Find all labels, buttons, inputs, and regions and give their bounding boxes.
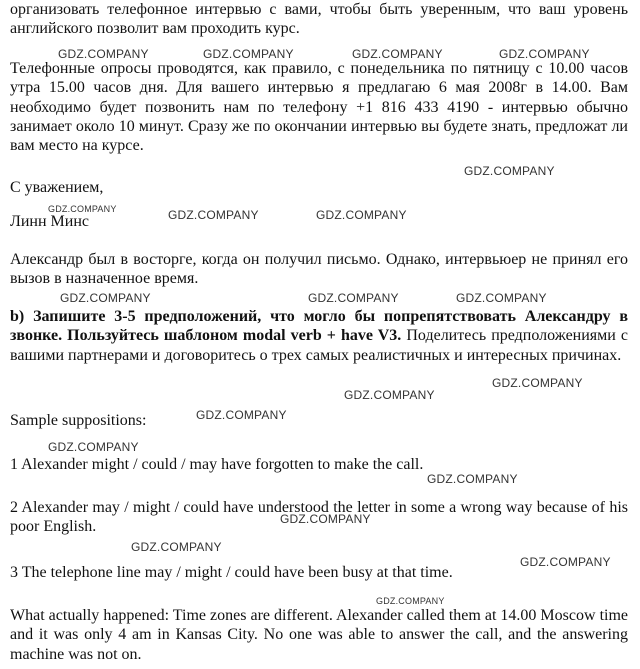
- supposition-item-3: 3 The telephone line may / might / could have been busy at that time.: [10, 564, 453, 581]
- watermark: GDZ.COMPANY: [376, 596, 445, 606]
- task-paragraph: [10, 307, 628, 365]
- task-instruction-bold: b) Запишите 3-5 предположений, что могло бы попрепятствовать Александру в звонке. Пользуйтесь шаблоном modal verb + have V3.: [10, 308, 628, 345]
- task-instruction-normal: Поделитесь предположениями с вашими партнерами и договоритесь о трех самых реалистичных и интересных причинах.: [10, 327, 629, 364]
- watermark: GDZ.COMPANY: [131, 540, 222, 554]
- supposition-item-1: 1 Alexander might / could / may have forgotten to make the call.: [10, 456, 424, 473]
- watermark: GDZ.COMPANY: [456, 291, 547, 305]
- watermark: GDZ.COMPANY: [492, 376, 583, 390]
- watermark: GDZ.COMPANY: [499, 47, 590, 61]
- story-paragraph: Александр был в восторге, когда он получил письмо. Однако, интервьюер не принял его вызов в назначенное время.: [10, 251, 628, 288]
- watermark: GDZ.COMPANY: [48, 204, 117, 214]
- letter-signature: Линн Минс: [10, 213, 89, 230]
- watermark: GDZ.COMPANY: [48, 440, 139, 454]
- watermark: GDZ.COMPANY: [352, 47, 443, 61]
- supposition-item-2: 2 Alexander may / might / could have understood the letter in some a wrong way because of his poor English.: [10, 499, 628, 536]
- letter-body-paragraph: Телефонные опросы проводятся, как правило, с понедельника по пятницу с 10.00 часов утра 15.00 часов дня. Для вашего интервью я предлагаю 6 мая 2008г в 14.00. Вам необходимо будет позвонить нам по телефону +1 816 433 4190 - интервью обычно занимает около 10 минут. Сразу же по окончании интервью вы будете знать, предложат ли вам место на курсе.: [10, 60, 628, 155]
- watermark: GDZ.COMPANY: [196, 408, 287, 422]
- watermark: GDZ.COMPANY: [203, 47, 294, 61]
- watermark: GDZ.COMPANY: [427, 472, 518, 486]
- watermark: GDZ.COMPANY: [60, 291, 151, 305]
- letter-closing: С уважением,: [10, 179, 104, 196]
- sample-suppositions-heading: Sample suppositions:: [10, 412, 147, 429]
- watermark: GDZ.COMPANY: [168, 208, 259, 222]
- watermark: GDZ.COMPANY: [280, 512, 371, 526]
- watermark: GDZ.COMPANY: [316, 208, 407, 222]
- watermark: GDZ.COMPANY: [58, 47, 149, 61]
- watermark: GDZ.COMPANY: [464, 164, 555, 178]
- watermark: GDZ.COMPANY: [308, 291, 399, 305]
- watermark: GDZ.COMPANY: [344, 388, 435, 402]
- intro-paragraph: организовать телефонное интервью с вами, чтобы быть уверенным, что ваш уровень английского позволит вам проходить курс.: [10, 1, 628, 38]
- watermark: GDZ.COMPANY: [520, 555, 611, 569]
- what-happened-paragraph: What actually happened: Time zones are different. Alexander called them at 14.00 Moscow time and it was only 4 am in Kansas City. No one was able to answer the call, and the answering machine was not on.: [10, 607, 628, 663]
